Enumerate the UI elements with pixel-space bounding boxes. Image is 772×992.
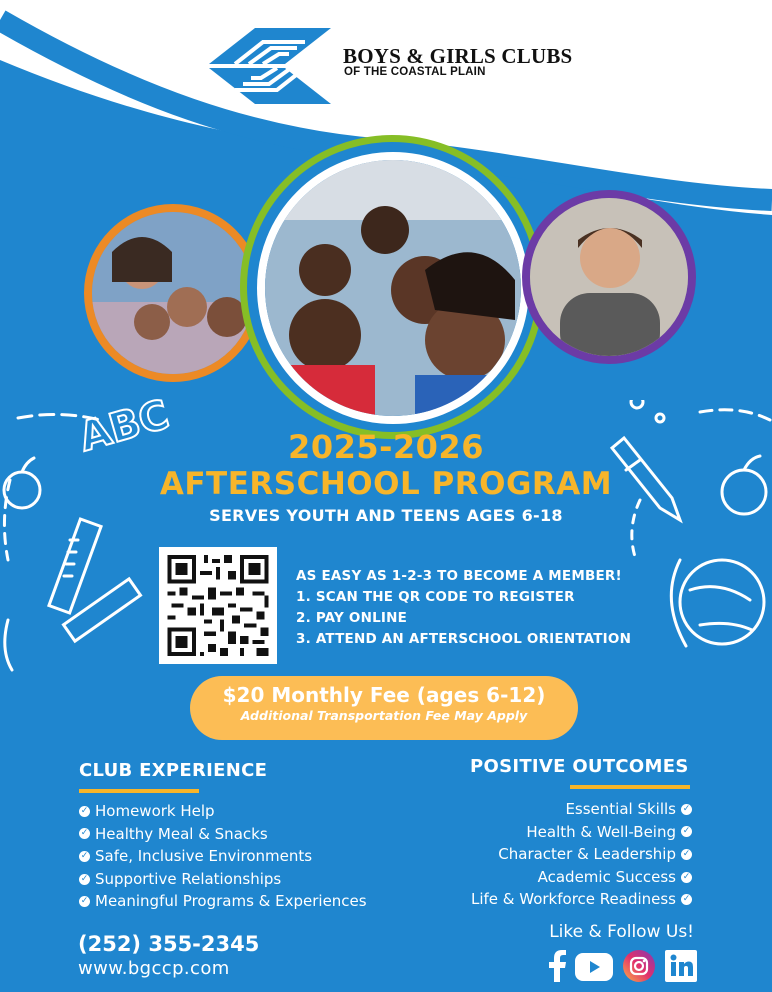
list-item: ✓ Healthy Meal & Snacks [80, 824, 268, 843]
fee-note: Additional Transportation Fee May Apply [240, 708, 528, 723]
youtube-icon[interactable] [575, 953, 613, 981]
list-item: ✓ Safe, Inclusive Environments [80, 847, 313, 866]
linkedin-icon[interactable] [665, 950, 697, 982]
check-icon: ✓ [80, 850, 89, 861]
program-title: AFTERSCHOOL PROGRAM [159, 466, 613, 502]
club-experience-list [79, 800, 367, 913]
positive-outcomes-title: POSITIVE OUTCOMES [470, 756, 689, 777]
check-icon: ✓ [682, 848, 691, 859]
list-item: Essential Skills ✓ [565, 800, 691, 818]
check-icon: ✓ [682, 871, 691, 882]
check-icon: ✓ [682, 894, 691, 905]
logo-title: BOYS & GIRLS CLUBS [343, 44, 573, 68]
photo-right-boy [522, 190, 696, 364]
handshake-logo-icon [205, 24, 335, 106]
fee-badge [190, 676, 578, 740]
club-experience-title: CLUB EXPERIENCE [79, 760, 268, 781]
registration-qr-code[interactable] [159, 547, 277, 664]
phone-number[interactable]: (252) 355-2345 [78, 932, 260, 956]
list-item: Academic Success ✓ [537, 867, 691, 886]
program-year: 2025-2026 [288, 428, 484, 466]
logo-subtitle: OF THE COASTAL PLAIN [344, 66, 486, 78]
website-link[interactable]: www.bgccp.com [78, 958, 230, 979]
photo-center-group [240, 135, 544, 439]
step-item: 2. PAY ONLINE [296, 610, 408, 626]
photo-left-group [84, 204, 262, 382]
steps-intro: AS EASY AS 1-2-3 TO BECOME A MEMBER! [296, 568, 622, 584]
check-icon: ✓ [80, 828, 89, 839]
club-experience-underline [79, 789, 199, 793]
social-icons [545, 950, 697, 984]
positive-outcomes-list [471, 798, 692, 911]
list-item: ✓ Homework Help [80, 802, 215, 820]
list-item: Health & Well-Being ✓ [526, 822, 691, 841]
check-icon: ✓ [80, 896, 89, 907]
check-icon: ✓ [80, 873, 89, 884]
follow-us-label: Like & Follow Us! [549, 922, 694, 942]
list-item: ✓ Meaningful Programs & Experiences [80, 892, 367, 911]
list-item: Life & Workforce Readiness ✓ [470, 890, 691, 909]
step-item: 1. SCAN THE QR CODE TO REGISTER [296, 589, 575, 605]
instagram-icon[interactable] [623, 950, 655, 982]
positive-outcomes-underline [570, 785, 690, 789]
check-icon: ✓ [682, 803, 691, 814]
list-item: Character & Leadership ✓ [498, 845, 691, 864]
fee-amount: $20 Monthly Fee (ages 6-12) [222, 683, 546, 707]
check-icon: ✓ [682, 826, 691, 837]
list-item: ✓ Supportive Relationships [80, 869, 282, 888]
step-item: 3. ATTEND AN AFTERSCHOOL ORIENTATION [296, 631, 632, 647]
check-icon: ✓ [80, 805, 89, 816]
program-ages: SERVES YOUTH AND TEENS AGES 6-18 [209, 506, 563, 525]
bgc-logo [205, 24, 573, 106]
membership-steps [296, 566, 631, 650]
abc-doodle: ABC [74, 391, 175, 461]
facebook-icon[interactable] [547, 950, 567, 982]
